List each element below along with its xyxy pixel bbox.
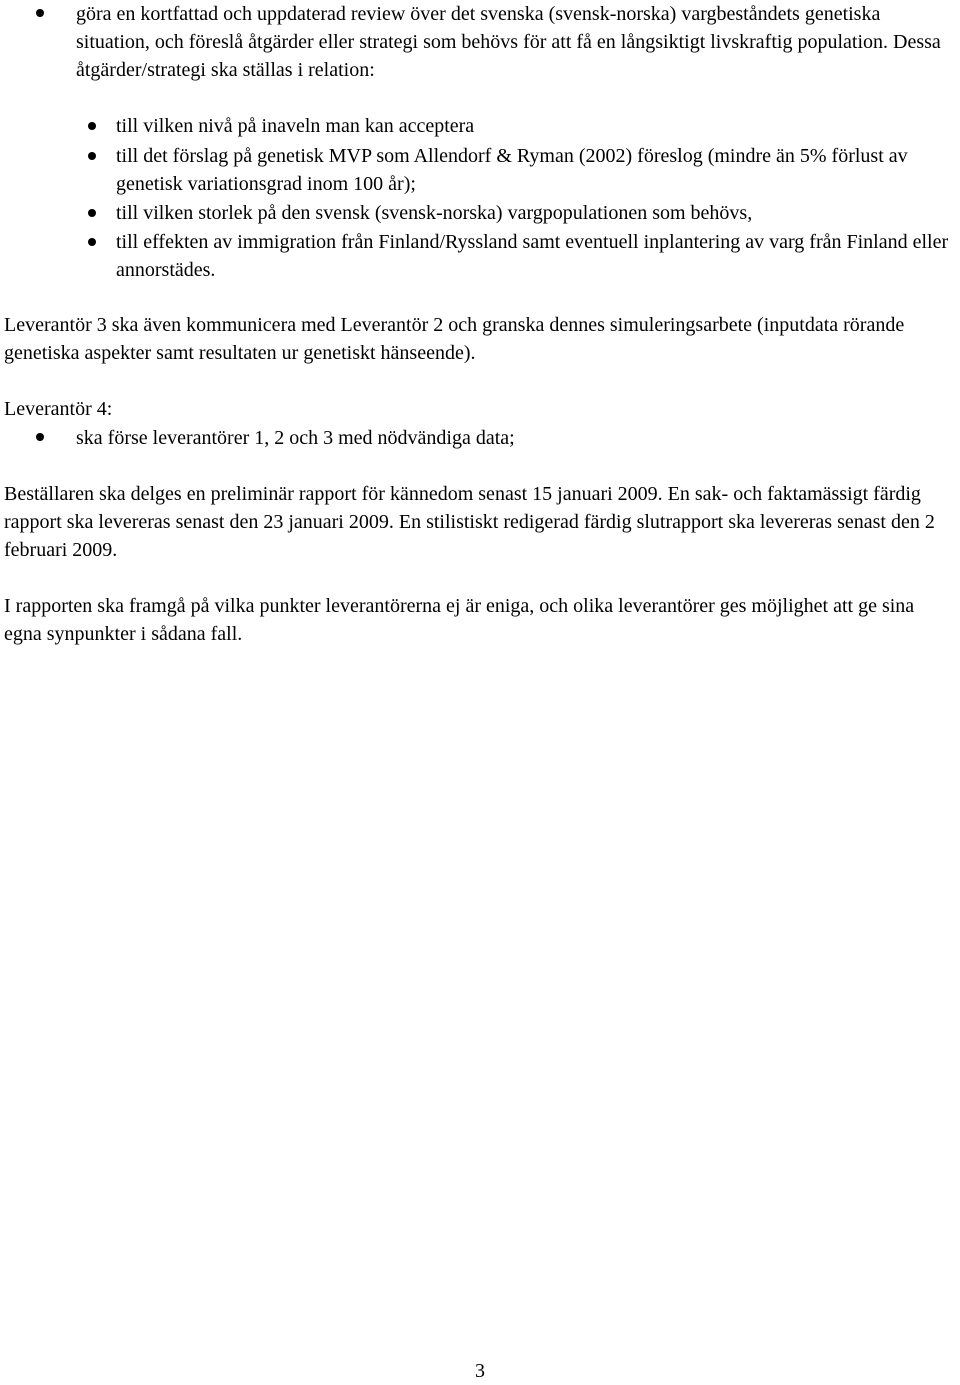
bullet-dot-icon	[88, 238, 96, 246]
sub-bullet-text: till det förslag på genetisk MVP som Allendorf & Ryman (2002) föreslog (mindre än 5% förlust av genetisk variationsgrad inom 100 år);	[116, 145, 908, 195]
paragraph-text: Beställaren ska delges en preliminär rapport för kännedom senast 15 januari 2009. En sak- och faktamässigt färdig rapport ska levereras senast den 23 januari 2009. En stilistiskt redigerad färdig slutrapport ska levereras senast den 2 februari 2009.	[4, 483, 935, 561]
bullet-dot-icon	[88, 209, 96, 217]
sub-bullet-text: till vilken storlek på den svensk (svensk-norska) vargpopulationen som behövs,	[116, 202, 753, 224]
bullet-dot-icon	[88, 152, 96, 160]
sub-bullet-text: till effekten av immigration från Finland/Ryssland samt eventuell inplantering av varg från Finland eller annorstädes.	[116, 231, 949, 281]
bullet-dot-icon	[88, 122, 96, 130]
paragraph-text: I rapporten ska framgå på vilka punkter leverantörerna ej är eniga, och olika leverantörer ges möjlighet att ge sina egna synpunkter i sådana fall.	[4, 595, 915, 645]
bullet-dot-icon	[36, 9, 44, 17]
bullet-text: ska förse leverantörer 1, 2 och 3 med nödvändiga data;	[76, 427, 515, 449]
paragraph-text: Leverantör 4:	[4, 398, 113, 420]
bullet-text: göra en kortfattad och uppdaterad review över det svenska (svensk-norska) vargbeståndets genetiska situation, och föreslå åtgärder eller strategi som behövs för att få en långsiktigt livskraftig population. Dessa åtgärder/strategi ska ställas i relation:	[76, 3, 941, 81]
bullet-dot-icon	[36, 433, 44, 441]
sub-bullet-text: till vilken nivå på inaveln man kan acceptera	[116, 115, 475, 137]
paragraph-text: Leverantör 3 ska även kommunicera med Leverantör 2 och granska dennes simuleringsarbete (inputdata rörande genetiska aspekter samt resultaten ur genetiskt hänseende).	[4, 314, 905, 364]
page-number: 3	[475, 1360, 485, 1382]
